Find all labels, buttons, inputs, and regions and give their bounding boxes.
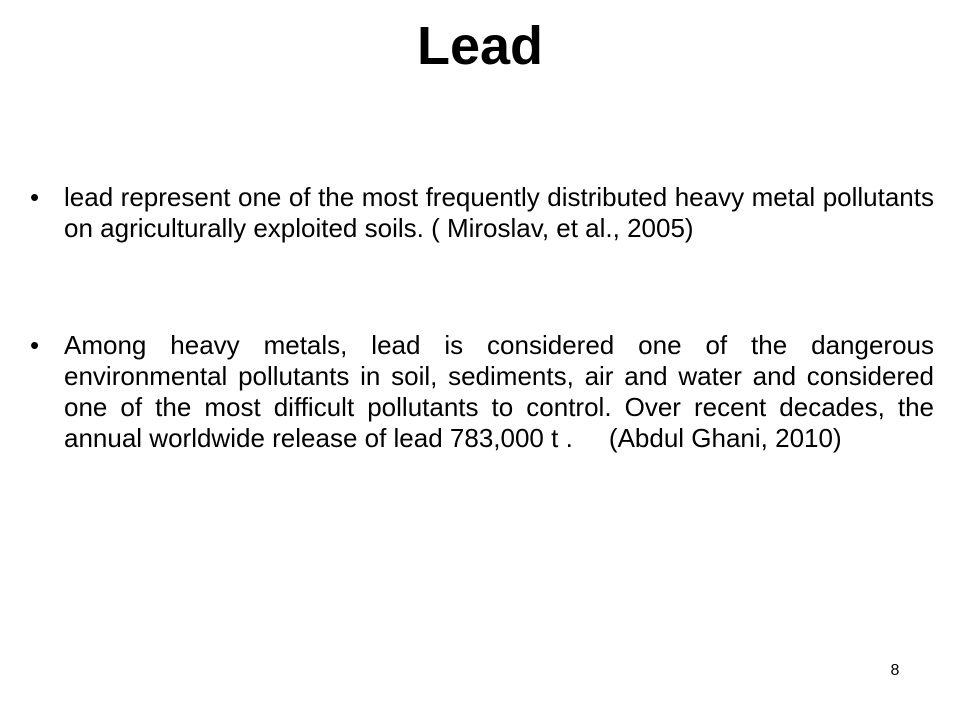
bullet-icon: • [30, 182, 40, 212]
bullet-text: Among heavy metals, lead is considered one of the dangerous environmental pollutants in soil, sediments, air and water and considered one of the most difficult pollutants to control. Over recent decades, the annual worldwide release of lead 783,000 t . (Abdul Ghani, 2010) [64, 330, 942, 453]
bullet-text: lead represent one of the most frequently distributed heavy metal pollutants on agriculturally exploited soils. ( Miroslav, et al., 2005) [64, 182, 934, 243]
bullet-item-lead-pollutant [30, 330, 942, 454]
page-number: 8 [890, 662, 900, 679]
bullet-list [30, 182, 942, 454]
bullet-item-lead-soils [30, 182, 934, 244]
bullet-icon: • [30, 330, 40, 360]
slide-title: Lead [416, 16, 544, 76]
